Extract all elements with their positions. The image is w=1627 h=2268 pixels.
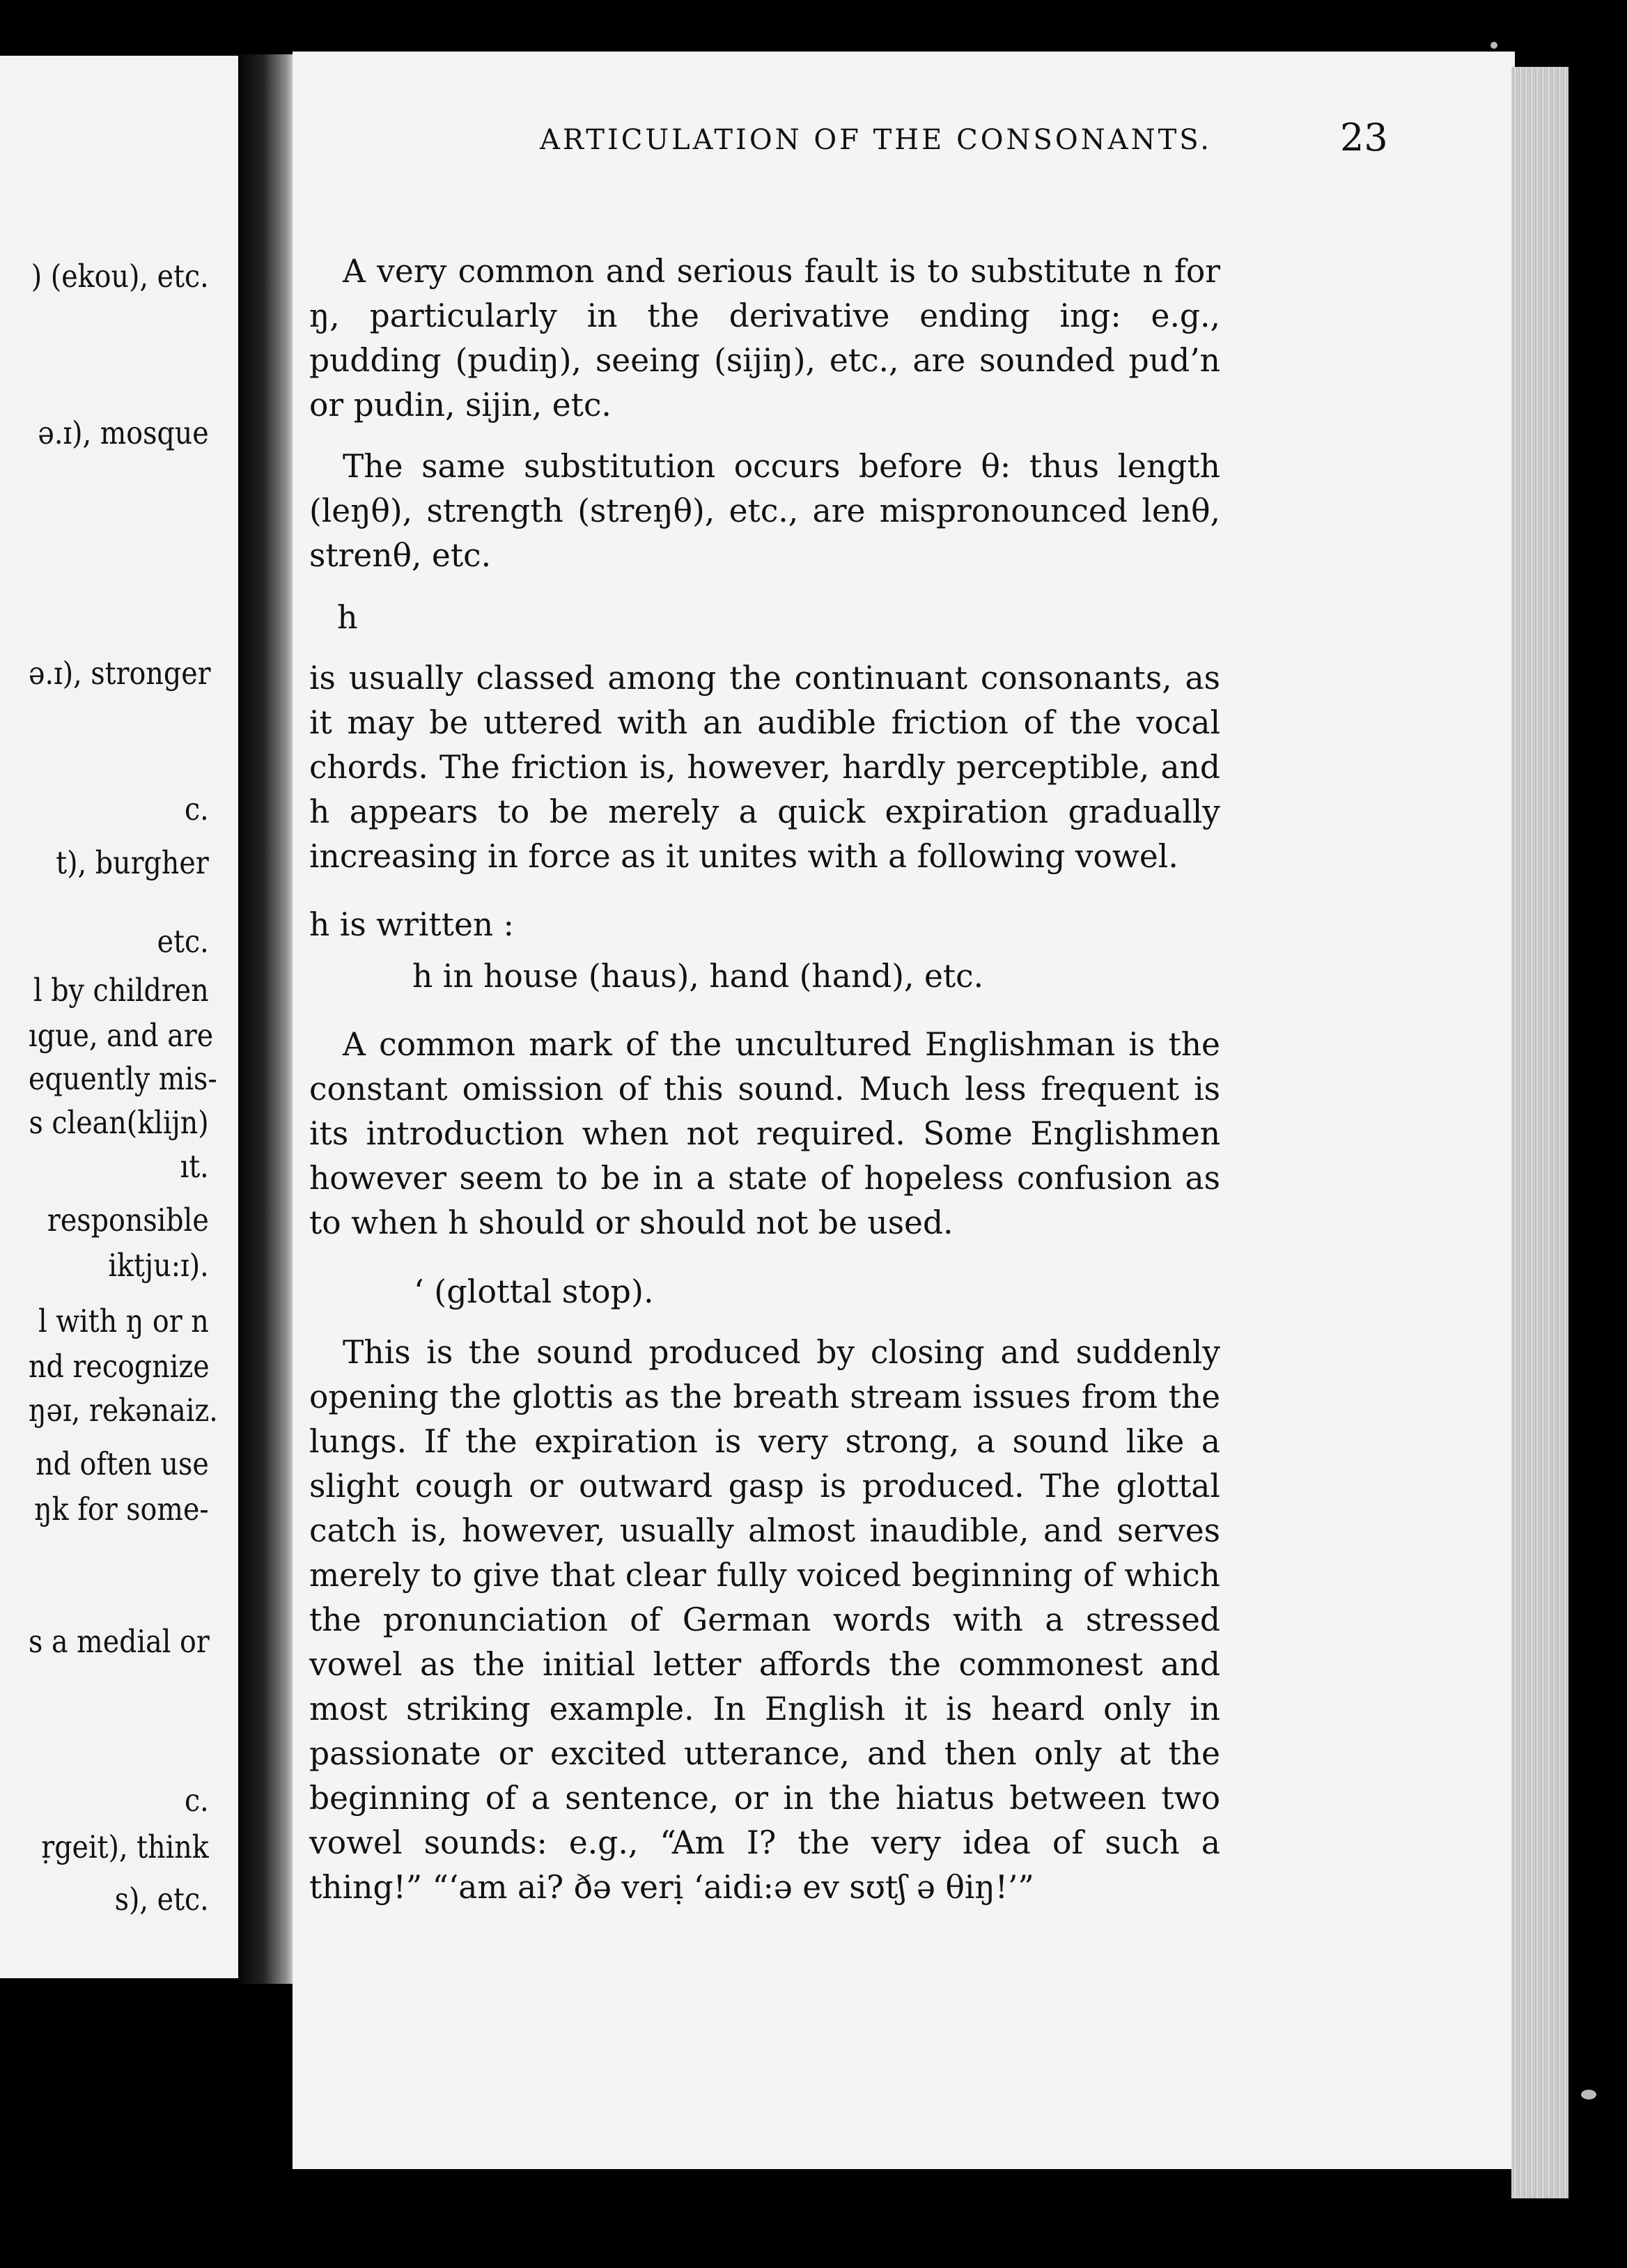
left-page-text-fragment: c. bbox=[184, 1782, 209, 1819]
left-page-text-fragment: s), etc. bbox=[114, 1881, 209, 1918]
page-body bbox=[309, 249, 1220, 1910]
book-gutter bbox=[238, 54, 294, 1984]
left-page-text-fragment: nd recognize bbox=[29, 1348, 210, 1385]
left-page-text-fragment: ə.ɪ), stronger bbox=[29, 655, 211, 692]
left-page-text-fragment: ṛgeit), think bbox=[41, 1828, 209, 1865]
left-page-text-fragment: ŋk for some- bbox=[34, 1491, 209, 1528]
paragraph: A common mark of the uncultured Englishman is the constant omission of this sound. Much less frequent is its introduction when not required. Some Englishmen however seem to be in a state of hopeless confusion as to when h should or should not be used. bbox=[309, 1026, 1220, 1241]
left-page-text-fragment: ıgue, and are bbox=[29, 1017, 214, 1054]
facing-page-left bbox=[0, 56, 238, 1978]
paragraph: is usually classed among the continuant consonants, as it may be uttered with an audible friction of the vocal chords. The friction is, however, hardly perceptible, and h appears to be merely a quick expiration gradually increasing in force as it unites with a following vowel. bbox=[309, 660, 1220, 875]
left-page-text-fragment: ) (ekou), etc. bbox=[31, 258, 209, 295]
section-heading: h bbox=[337, 598, 358, 636]
page-number: 23 bbox=[1340, 116, 1388, 160]
written-intro: h is written : bbox=[309, 906, 514, 943]
written-example: h in house (haus), hand (hand), etc. bbox=[412, 958, 984, 995]
left-page-text-fragment: s a medial or bbox=[29, 1623, 210, 1660]
left-page-text-fragment: ıt. bbox=[180, 1148, 209, 1185]
paragraph: This is the sound produced by closing and suddenly opening the glottis as the breath stream issues from the lungs. If the expiration is very strong, a sound like a slight cough or outward gasp is produced. The glottal catch is, however, usually almost inaudible, and serves merely to give that clear fully voiced beginning of which the pronunciation of German words with a stressed vowel as the initial letter affords the commonest and most striking example. In English it is heard only in passionate or excited utterance, and then only at the beginning of a sentence, or in the hiatus between two vowel sounds: e.g., “Am I? the very idea of such a thing!” “‘am ai? ðə verị ‘aidi:ə ev sʊtʃ ə θiŋ!’” bbox=[309, 1334, 1220, 1906]
left-page-text-fragment: l by children bbox=[33, 972, 209, 1009]
left-page-text-fragment: s clean(klijn) bbox=[29, 1104, 209, 1141]
left-page-text-fragment: l with ŋ or n bbox=[38, 1303, 209, 1339]
left-page-text-fragment: iktju:ɪ). bbox=[108, 1247, 209, 1284]
scan-speck bbox=[1581, 2090, 1596, 2099]
running-head bbox=[293, 116, 1515, 173]
left-page-text-fragment: responsible bbox=[47, 1202, 209, 1238]
left-page-text-fragment: nd often use bbox=[36, 1445, 209, 1482]
left-page-text-fragment: etc. bbox=[157, 923, 209, 960]
left-page-text-fragment: ə.ɪ), mosque bbox=[38, 414, 209, 451]
paragraph: A very common and serious fault is to substitute n for ŋ, particularly in the derivative ending ing: e.g., pudding (pudiŋ), seeing (sijiŋ), etc., are sounded pud’n or pudin, sijin, etc. bbox=[309, 253, 1220, 424]
paragraph: The same substitution occurs before θ: thus length (leŋθ), strength (streŋθ), etc., are mispronounced lenθ, strenθ, etc. bbox=[309, 448, 1220, 574]
scan-speck bbox=[1490, 42, 1497, 49]
left-page-text-fragment: t), burgher bbox=[56, 844, 209, 881]
left-page-text-fragment: ŋəɪ, rekənaiz. bbox=[29, 1392, 218, 1429]
page-edges bbox=[1511, 67, 1568, 2198]
section-heading: ‘ (glottal stop). bbox=[414, 1273, 654, 1310]
running-head-title: ARTICULATION OF THE CONSONANTS. bbox=[540, 124, 1212, 156]
left-page-text-fragment: equently mis- bbox=[29, 1060, 217, 1097]
left-page-text-fragment: c. bbox=[184, 791, 209, 828]
